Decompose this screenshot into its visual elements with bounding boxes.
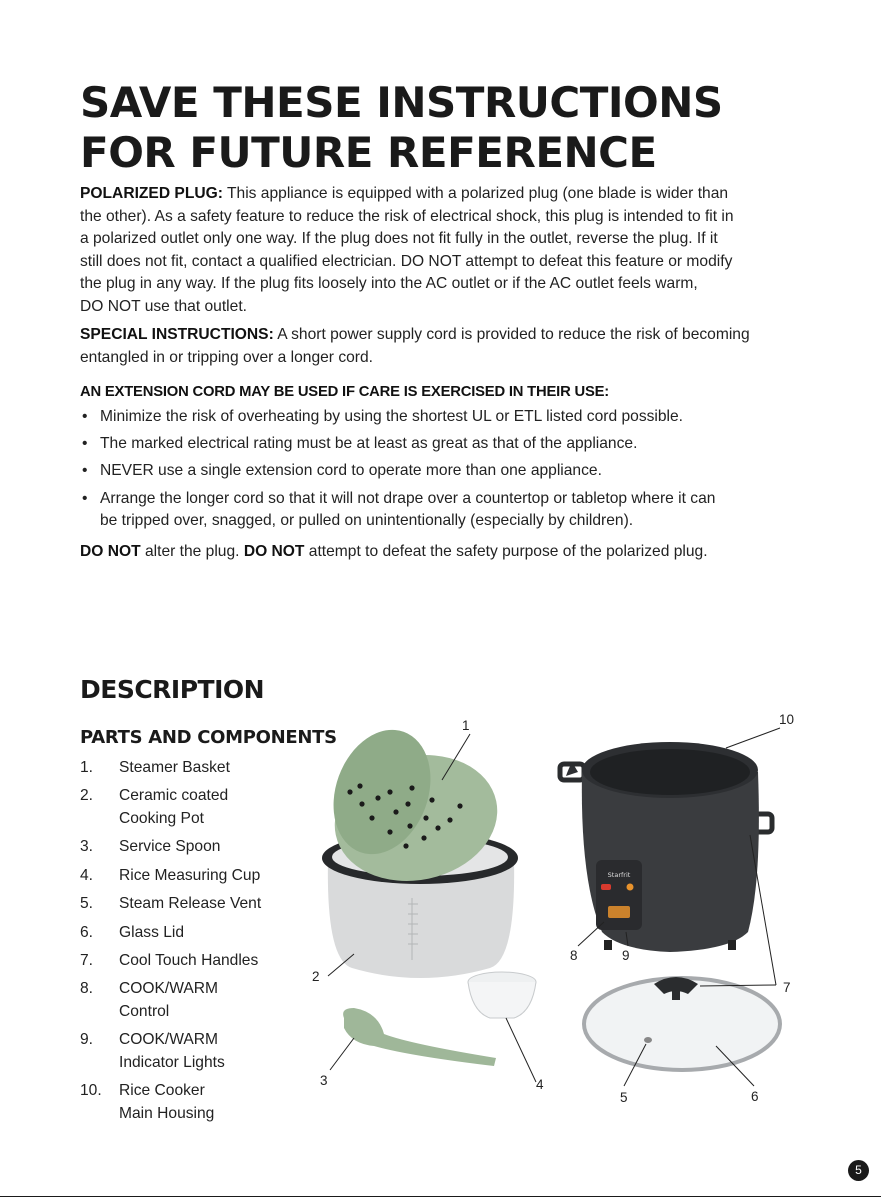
callout-label: 10 [779,712,795,727]
part-name: Rice Measuring Cup [119,866,261,884]
part-number: 7. [80,951,94,969]
warning-bold: DO NOT [243,543,305,560]
warning-bold: DO NOT [80,543,141,560]
special-line: entangled in or tripping over a longer cord. [80,348,373,366]
bullet-icon: • [82,435,88,453]
callout-label: 6 [751,1089,759,1104]
special-instructions-label: SPECIAL INSTRUCTIONS: [80,326,274,343]
part-name: Ceramic coated [119,787,229,805]
list-item [80,488,800,533]
bullet-text: be tripped over, snagged, or pulled on unintentionally (especially by children). [100,512,634,530]
heading-line-1: SAVE THESE INSTRUCTIONS [80,78,723,127]
cook-indicator-icon [601,884,611,890]
bottom-divider [0,1196,881,1197]
callout-label: 3 [320,1073,328,1088]
list-item [80,865,290,888]
part-name: Indicator Lights [119,1053,225,1071]
cook-warm-switch [608,906,630,918]
list-item [80,785,290,830]
list-item [80,757,290,780]
part-name: COOK/WARM [119,1031,219,1049]
polarized-line: the other). As a safety feature to reduce the risk of electrical shock, this plug is intended to fit in [80,207,734,225]
bullet-text: NEVER use a single extension cord to operate more than one appliance. [100,462,602,480]
list-item [80,406,800,429]
part-number: 2. [80,787,94,805]
part-number: 1. [80,759,94,776]
plug-warning [80,541,805,564]
list-item [80,1080,290,1125]
part-name: Control [119,1002,170,1020]
part-number: 9. [80,1031,94,1049]
part-number: 4. [80,866,94,884]
list-item [80,978,290,1023]
list-item [80,922,290,945]
part-name: Steam Release Vent [119,895,262,913]
bullet-icon: • [82,462,88,480]
parts-illustration [290,700,880,1120]
part-name: Steamer Basket [119,759,230,776]
part-number: 5. [80,895,94,913]
page-heading [80,78,723,178]
measuring-cup [468,972,536,1018]
list-item [80,950,290,973]
list-item [80,836,290,859]
warm-indicator-icon [627,884,634,891]
warning-text: attempt to defeat the safety purpose of the polarized plug. [304,543,708,560]
callout-label: 5 [620,1090,628,1105]
glass-lid [584,977,780,1070]
part-number: 3. [80,838,94,856]
steam-vent-icon [644,1037,652,1043]
bullet-text: The marked electrical rating must be at least as great as that of the appliance. [100,435,638,453]
extension-cord-list [80,406,800,537]
part-name: Main Housing [119,1104,215,1122]
polarized-plug-paragraph [80,183,805,319]
heading-line-2: FOR FUTURE REFERENCE [80,128,657,177]
part-name: COOK/WARM [119,980,219,998]
bullet-icon: • [82,408,88,425]
list-item [80,460,800,483]
polarized-line: This appliance is equipped with a polarized plug (one blade is wider than [222,185,729,202]
brand-logo: Starfrit [607,871,631,879]
part-name: Cool Touch Handles [119,951,259,969]
callout-label: 9 [622,948,630,963]
list-item [80,1029,290,1074]
bullet-text: Minimize the risk of overheating by using the shortest UL or ETL listed cord possible. [100,408,684,425]
parts-list [80,757,290,1125]
callout-label: 8 [570,948,578,963]
part-name: Service Spoon [119,838,221,856]
service-spoon [343,1008,496,1066]
callout-label: 1 [462,718,470,733]
bullet-text: Arrange the longer cord so that it will not drape over a countertop or tabletop where it can [100,489,716,507]
callout-label: 4 [536,1077,544,1092]
rice-cooker-housing [560,742,772,952]
polarized-plug-label: POLARIZED PLUG: [80,185,223,202]
list-item [80,433,800,456]
polarized-line: the plug in any way. If the plug fits loosely into the AC outlet or if the AC outlet feels warm, [80,275,698,293]
part-number: 10. [80,1082,102,1100]
callout-label: 2 [312,969,320,984]
callout-label: 7 [783,980,791,995]
polarized-line: DO NOT use that outlet. [80,297,247,315]
bullet-icon: • [82,489,88,507]
special-instructions-paragraph [80,324,805,369]
polarized-line: a polarized outlet only one way. If the plug does not fit fully in the outlet, reverse the plug. If it [80,230,718,248]
special-line: A short power supply cord is provided to reduce the risk of becoming [273,326,750,343]
warning-text: alter the plug. [140,543,244,560]
part-name: Cooking Pot [119,809,204,827]
part-number: 8. [80,980,94,998]
list-item [80,893,290,916]
page-number-badge: 5 [848,1160,869,1181]
extension-cord-heading: AN EXTENSION CORD MAY BE USED IF CARE IS EXERCISED IN THEIR USE: [80,384,610,400]
part-name: Glass Lid [119,923,185,941]
part-name: Rice Cooker [119,1082,205,1100]
polarized-line: still does not fit, contact a qualified electrician. DO NOT attempt to defeat this feature or modify [80,252,733,270]
parts-subtitle: PARTS AND COMPONENTS [80,727,337,748]
part-number: 6. [80,923,94,941]
description-title: DESCRIPTION [80,675,265,704]
